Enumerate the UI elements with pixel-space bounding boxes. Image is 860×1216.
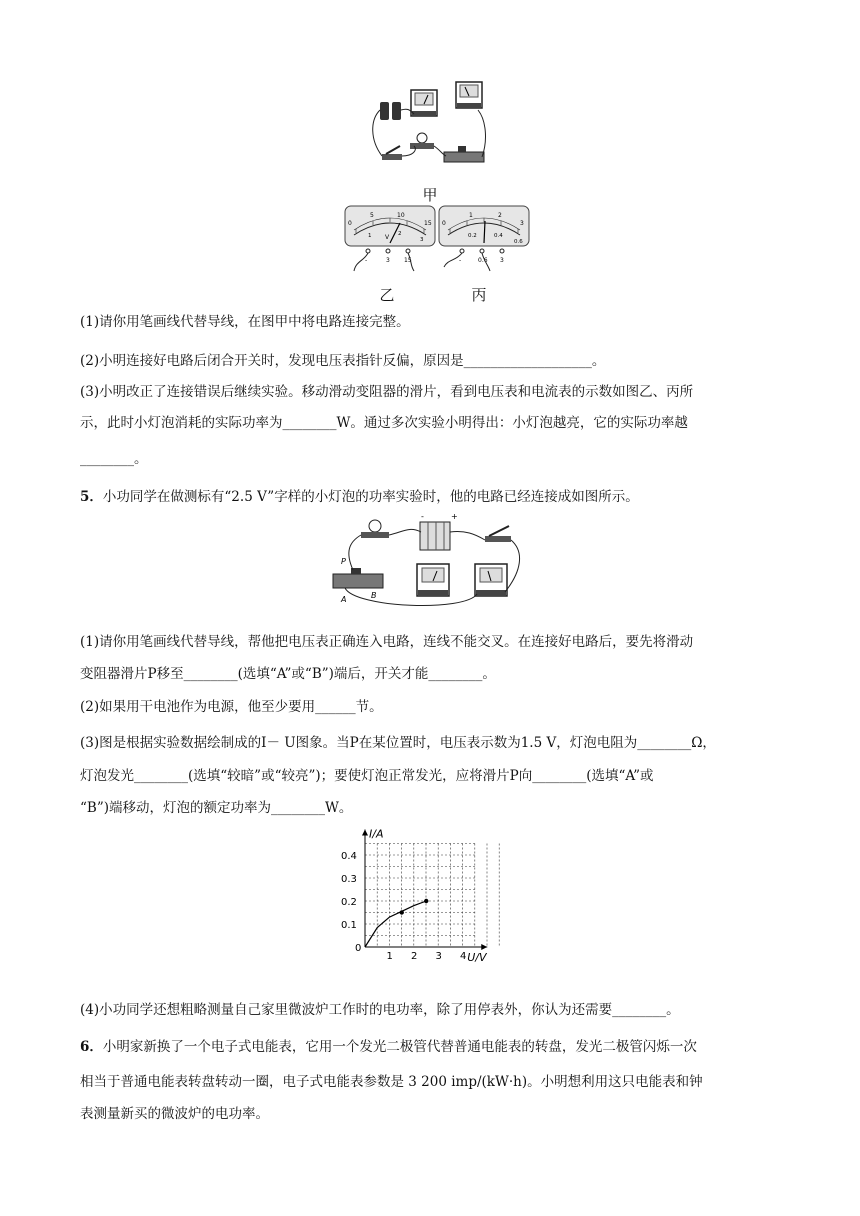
voltmeter-terminal-15: 15 <box>404 257 412 264</box>
q4-part3-line2: 示，此时小灯泡消耗的实际功率为________W。通过多次实验小明得出：小灯泡越亮，它的实际功率越 <box>80 415 688 431</box>
voltmeter-terminal-3: 3 <box>386 257 390 264</box>
voltmeter-tick-10: 10 <box>397 212 405 219</box>
y-axis-label: I/A <box>369 827 384 841</box>
q5-part1-line1: (1)请你用笔画线代替导线，帮他把电压表正确连入电路，连线不能交叉。在连接好电路后，要先将滑动 <box>80 634 694 650</box>
caption-jia: 甲 <box>422 186 438 204</box>
origin-label: 0 <box>355 943 362 954</box>
y-tick-label-0.3: 0.3 <box>341 874 357 885</box>
ammeter-tick-02: 0.2 <box>468 233 477 239</box>
circuit-figure-q5 <box>325 512 530 612</box>
battery-minus-label: - <box>421 512 424 521</box>
q5-part1-line2: 变阻器滑片P移至________(选填“A”或“B”)端后，开关才能________。 <box>80 666 496 682</box>
ammeter-dial-bing <box>438 205 530 273</box>
rheostat-A-label: A <box>341 595 347 604</box>
ammeter-terminal-minus: - <box>459 257 462 264</box>
x-axis-label: U/V <box>467 951 487 964</box>
x-tick-label-4: 4 <box>460 951 467 962</box>
ammeter-tick-1: 1 <box>469 212 473 219</box>
q4-part3-line3: ________。 <box>80 451 148 467</box>
x-axis-arrow <box>481 944 487 950</box>
q5-number: 5． <box>80 489 103 505</box>
y-axis-arrow <box>362 830 368 836</box>
q6-line3: 表测量新买的微波炉的电功率。 <box>80 1106 269 1122</box>
q5-part3-line3: “B”)端移动，灯泡的额定功率为________W。 <box>80 800 353 816</box>
q6-number: 6． <box>80 1039 103 1055</box>
q5-part3-line2: 灯泡发光________(选填“较暗”或“较亮”)；要使灯泡正常发光，应将滑片P向________(选填“A”或 <box>80 768 654 784</box>
q5-part4: (4)小功同学还想粗略测量自己家里微波炉工作时的电功率，除了用停表外，你认为还需要________。 <box>80 1002 680 1018</box>
voltmeter-tick-2: 2 <box>398 231 402 237</box>
ammeter-terminal-06: 0.6 <box>478 257 488 264</box>
rheostat-P-label: P <box>341 557 346 566</box>
circuit-figure-jia <box>368 80 493 180</box>
ammeter-tick-06: 0.6 <box>514 239 523 245</box>
iu-chart <box>335 825 525 965</box>
x-tick-label-1: 1 <box>386 951 393 962</box>
caption-yi: 乙 <box>379 286 395 304</box>
ammeter-tick-0: 0 <box>442 220 446 227</box>
x-tick-label-3: 3 <box>435 951 442 962</box>
ammeter-terminal-3: 3 <box>500 257 504 264</box>
q5-part3-line1: (3)图是根据实验数据绘制成的I－ U图象。当P在某位置时，电压表示数为1.5 V，灯泡电阻为________Ω， <box>80 735 716 751</box>
voltmeter-dial-yi <box>344 205 436 273</box>
caption-bing: 丙 <box>471 286 487 304</box>
q5-part2: (2)如果用干电池作为电源，他至少要用______节。 <box>80 699 383 715</box>
ammeter-tick-04: 0.4 <box>494 233 503 239</box>
y-tick-label-0.2: 0.2 <box>341 897 357 908</box>
q6-line1 <box>80 1037 800 1057</box>
voltmeter-tick-0: 0 <box>348 220 352 227</box>
q4-part2: (2)小明连接好电路后闭合开关时，发现电压表指针反偏，原因是___________________。 <box>80 353 606 369</box>
data-point <box>424 899 428 903</box>
voltmeter-tick-15: 15 <box>424 220 432 227</box>
q6-line1-text: 小明家新换了一个电子式电能表，它用一个发光二极管代替普通电能表的转盘，发光二极管闪烁一次 <box>102 1039 697 1055</box>
voltmeter-tick-1: 1 <box>368 233 372 239</box>
ammeter-tick-3: 3 <box>520 220 524 227</box>
voltmeter-tick-3: 3 <box>420 237 424 243</box>
x-tick-label-2: 2 <box>411 951 418 962</box>
y-tick-label-0.1: 0.1 <box>341 920 357 931</box>
voltmeter-tick-5: 5 <box>370 212 374 219</box>
data-point <box>400 910 404 914</box>
q4-part3-line1: (3)小明改正了连接错误后继续实验。移动滑动变阻器的滑片，看到电压表和电流表的示数如图乙、丙所 <box>80 384 694 400</box>
voltmeter-terminal-minus: - <box>365 257 368 264</box>
voltmeter-unit: V <box>385 234 390 241</box>
ammeter-tick-2: 2 <box>498 212 502 219</box>
y-tick-label-0.4: 0.4 <box>341 851 357 862</box>
rheostat-B-label: B <box>371 591 377 600</box>
battery-plus-label: + <box>451 512 458 521</box>
q5-stem-text: 小功同学在做测标有“2.5 V”字样的小灯泡的功率实验时，他的电路已经连接成如图所示。 <box>102 489 639 505</box>
q4-part1: (1)请你用笔画线代替导线，在图甲中将电路连接完整。 <box>80 314 410 330</box>
q6-line2: 相当于普通电能表转盘转动一圈，电子式电能表参数是 3 200 imp/(kW·h)。小明想利用这只电能表和钟 <box>80 1074 703 1090</box>
q5-stem <box>80 487 800 507</box>
